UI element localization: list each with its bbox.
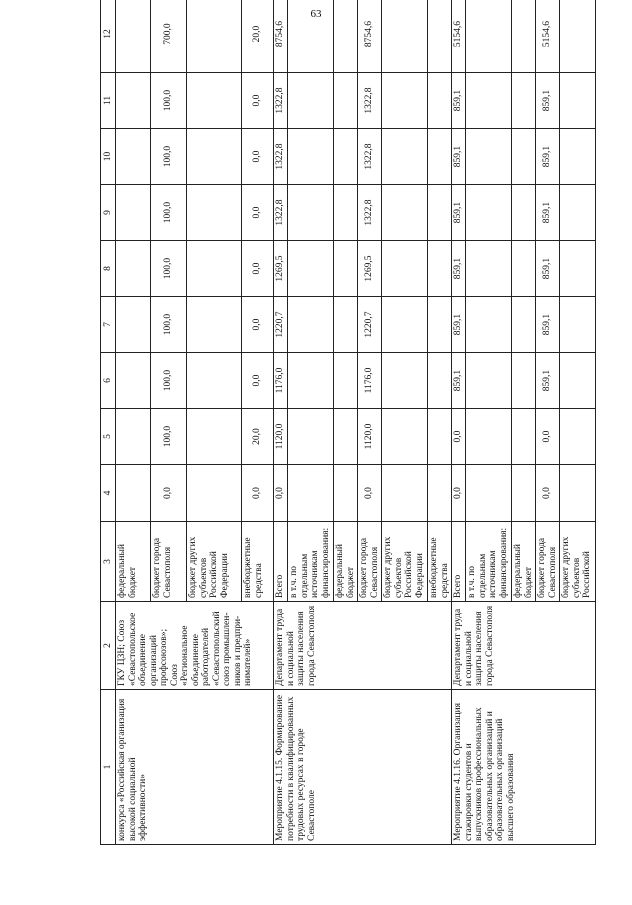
value-cell [382, 185, 428, 241]
event-cell: Мероприятие 4.1.16. Организация стажировки студентов и выпускников профессиональных образовательных организаций и образовательных организаций высшего образования [452, 690, 596, 845]
value-cell [560, 353, 596, 409]
value-cell [466, 297, 512, 353]
source-cell: бюджет города Севастополя [358, 522, 382, 602]
value-cell [334, 73, 358, 129]
value-cell: 859,1 [452, 241, 466, 297]
value-cell [116, 73, 151, 129]
value-cell: 20,0 [242, 0, 274, 73]
value-cell: 20,0 [242, 409, 274, 465]
header-cell: 2 [101, 602, 116, 690]
value-cell [187, 73, 242, 129]
value-cell: 1322,8 [274, 185, 288, 241]
value-cell [560, 465, 596, 522]
value-cell [466, 73, 512, 129]
value-cell [382, 465, 428, 522]
header-cell: 1 [101, 690, 116, 845]
value-cell [382, 297, 428, 353]
value-cell [560, 129, 596, 185]
source-cell: в т.ч. по отдельным источникам финансирования: [466, 522, 512, 602]
value-cell [116, 297, 151, 353]
value-cell [334, 465, 358, 522]
value-cell: 859,1 [536, 185, 560, 241]
value-cell: 1269,5 [358, 241, 382, 297]
value-cell: 100,0 [151, 241, 187, 297]
executor-cell: ГКУ ЦЗН; Союз «Севастопольское объединение организаций профсоюзов»; Союз «Региональное объединение работодателей «Севастопольский союз промышлен-ников и предпри-нимателей» [116, 602, 274, 690]
value-cell: 1322,8 [358, 73, 382, 129]
value-cell [288, 353, 334, 409]
value-cell [288, 0, 334, 73]
value-cell: 859,1 [536, 241, 560, 297]
value-cell: 100,0 [151, 185, 187, 241]
value-cell [428, 465, 452, 522]
value-cell: 859,1 [452, 297, 466, 353]
value-cell: 0,0 [242, 297, 274, 353]
value-cell: 1269,5 [274, 241, 288, 297]
source-cell: внебюджетные средства [428, 522, 452, 602]
value-cell: 0,0 [452, 465, 466, 522]
table-frame [100, 20, 592, 845]
value-cell [560, 185, 596, 241]
value-cell: 0,0 [242, 241, 274, 297]
value-cell: 0,0 [242, 73, 274, 129]
header-cell: 12 [101, 0, 116, 73]
header-cell: 7 [101, 297, 116, 353]
value-cell: 1120,0 [358, 409, 382, 465]
value-cell: 5154,6 [452, 0, 466, 73]
source-cell: бюджет города Севастополя [151, 522, 187, 602]
value-cell: 859,1 [452, 129, 466, 185]
source-cell: бюджет других субъектов Российской Федерации [187, 522, 242, 602]
value-cell: 0,0 [274, 465, 288, 522]
value-cell: 859,1 [536, 353, 560, 409]
value-cell: 859,1 [536, 297, 560, 353]
header-cell: 11 [101, 73, 116, 129]
value-cell [428, 0, 452, 73]
value-cell: 0,0 [242, 353, 274, 409]
value-cell [466, 129, 512, 185]
value-cell [466, 353, 512, 409]
page-number: 63 [310, 8, 322, 20]
value-cell: 859,1 [452, 185, 466, 241]
value-cell [288, 241, 334, 297]
source-cell: Всего [452, 522, 466, 602]
source-cell: федеральный бюджет [512, 522, 536, 602]
value-cell: 5154,6 [536, 0, 560, 73]
value-cell [334, 353, 358, 409]
value-cell [512, 0, 536, 73]
value-cell [512, 297, 536, 353]
value-cell: 0,0 [536, 465, 560, 522]
value-cell: 1220,7 [274, 297, 288, 353]
value-cell [428, 73, 452, 129]
event-cell: конкурса «Российская организация высокой социальной эффективности» [116, 690, 274, 845]
source-cell: бюджет других субъектов Российской [560, 522, 596, 602]
value-cell: 100,0 [151, 129, 187, 185]
value-cell [466, 241, 512, 297]
value-cell [560, 241, 596, 297]
value-cell [560, 0, 596, 73]
value-cell: 1176,0 [358, 353, 382, 409]
value-cell [334, 409, 358, 465]
value-cell [288, 409, 334, 465]
value-cell: 1176,0 [274, 353, 288, 409]
table-row [274, 0, 288, 845]
header-cell: 9 [101, 185, 116, 241]
value-cell [187, 185, 242, 241]
value-cell [334, 185, 358, 241]
source-cell: Всего [274, 522, 288, 602]
value-cell [512, 465, 536, 522]
header-cell: 8 [101, 241, 116, 297]
value-cell [466, 0, 512, 73]
value-cell [187, 409, 242, 465]
value-cell [428, 297, 452, 353]
value-cell [288, 129, 334, 185]
value-cell [187, 0, 242, 73]
value-cell [288, 73, 334, 129]
value-cell: 700,0 [151, 0, 187, 73]
value-cell [116, 409, 151, 465]
value-cell [428, 185, 452, 241]
value-cell [116, 0, 151, 73]
value-cell [382, 0, 428, 73]
value-cell [512, 409, 536, 465]
value-cell: 1322,8 [358, 129, 382, 185]
source-cell: в т.ч. по отдельным источникам финансирования: [288, 522, 334, 602]
table-row [116, 0, 151, 845]
header-cell: 4 [101, 465, 116, 522]
value-cell: 0,0 [242, 129, 274, 185]
value-cell [116, 241, 151, 297]
value-cell [466, 409, 512, 465]
source-cell: федеральный бюджет [116, 522, 151, 602]
header-cell: 10 [101, 129, 116, 185]
value-cell [382, 241, 428, 297]
value-cell [428, 353, 452, 409]
header-cell: 6 [101, 353, 116, 409]
event-cell: Мероприятие 4.1.15. Формирование потребности в квалифицированных трудовых ресурсах в городе Севастополе [274, 690, 452, 845]
value-cell [116, 129, 151, 185]
value-cell: 1120,0 [274, 409, 288, 465]
budget-table [100, 0, 596, 845]
value-cell: 1220,7 [358, 297, 382, 353]
value-cell [466, 185, 512, 241]
value-cell [512, 129, 536, 185]
value-cell [334, 241, 358, 297]
value-cell [466, 465, 512, 522]
value-cell: 100,0 [151, 297, 187, 353]
value-cell: 100,0 [151, 409, 187, 465]
value-cell: 1322,8 [274, 73, 288, 129]
value-cell: 0,0 [151, 465, 187, 522]
value-cell [187, 129, 242, 185]
value-cell: 859,1 [452, 73, 466, 129]
value-cell: 0,0 [242, 465, 274, 522]
value-cell [187, 241, 242, 297]
value-cell [187, 465, 242, 522]
source-cell: внебюджетные средства [242, 522, 274, 602]
value-cell [512, 353, 536, 409]
rotated-table-container [100, 20, 592, 845]
table-row [452, 0, 466, 845]
value-cell [334, 297, 358, 353]
value-cell [512, 185, 536, 241]
value-cell [288, 297, 334, 353]
value-cell: 1322,8 [274, 129, 288, 185]
value-cell [560, 409, 596, 465]
header-cell: 3 [101, 522, 116, 602]
value-cell [382, 73, 428, 129]
executor-cell: Департамент труда и социальной защиты населения города Севастополя [274, 602, 452, 690]
value-cell [428, 241, 452, 297]
value-cell [428, 129, 452, 185]
value-cell [187, 297, 242, 353]
value-cell [288, 185, 334, 241]
value-cell: 100,0 [151, 73, 187, 129]
value-cell: 0,0 [452, 409, 466, 465]
source-cell: бюджет других субъектов Российской Федерации [382, 522, 428, 602]
value-cell [187, 353, 242, 409]
value-cell [560, 297, 596, 353]
value-cell [116, 185, 151, 241]
value-cell [512, 73, 536, 129]
value-cell [334, 129, 358, 185]
value-cell [116, 465, 151, 522]
source-cell: федеральный бюджет [334, 522, 358, 602]
value-cell [382, 129, 428, 185]
value-cell: 8754,6 [358, 0, 382, 73]
value-cell [288, 465, 334, 522]
value-cell: 859,1 [452, 353, 466, 409]
value-cell: 0,0 [358, 465, 382, 522]
value-cell: 0,0 [242, 185, 274, 241]
value-cell: 1322,8 [358, 185, 382, 241]
value-cell [116, 353, 151, 409]
value-cell [428, 409, 452, 465]
value-cell: 859,1 [536, 73, 560, 129]
header-row [101, 0, 116, 845]
value-cell [382, 409, 428, 465]
value-cell: 8754,6 [274, 0, 288, 73]
value-cell: 0,0 [536, 409, 560, 465]
value-cell [382, 353, 428, 409]
header-cell: 5 [101, 409, 116, 465]
value-cell [512, 241, 536, 297]
value-cell: 859,1 [536, 129, 560, 185]
value-cell [334, 0, 358, 73]
value-cell [560, 73, 596, 129]
value-cell: 100,0 [151, 353, 187, 409]
executor-cell: Департамент труда и социальной защиты населения города Севастополя [452, 602, 596, 690]
source-cell: бюджет города Севастополя [536, 522, 560, 602]
